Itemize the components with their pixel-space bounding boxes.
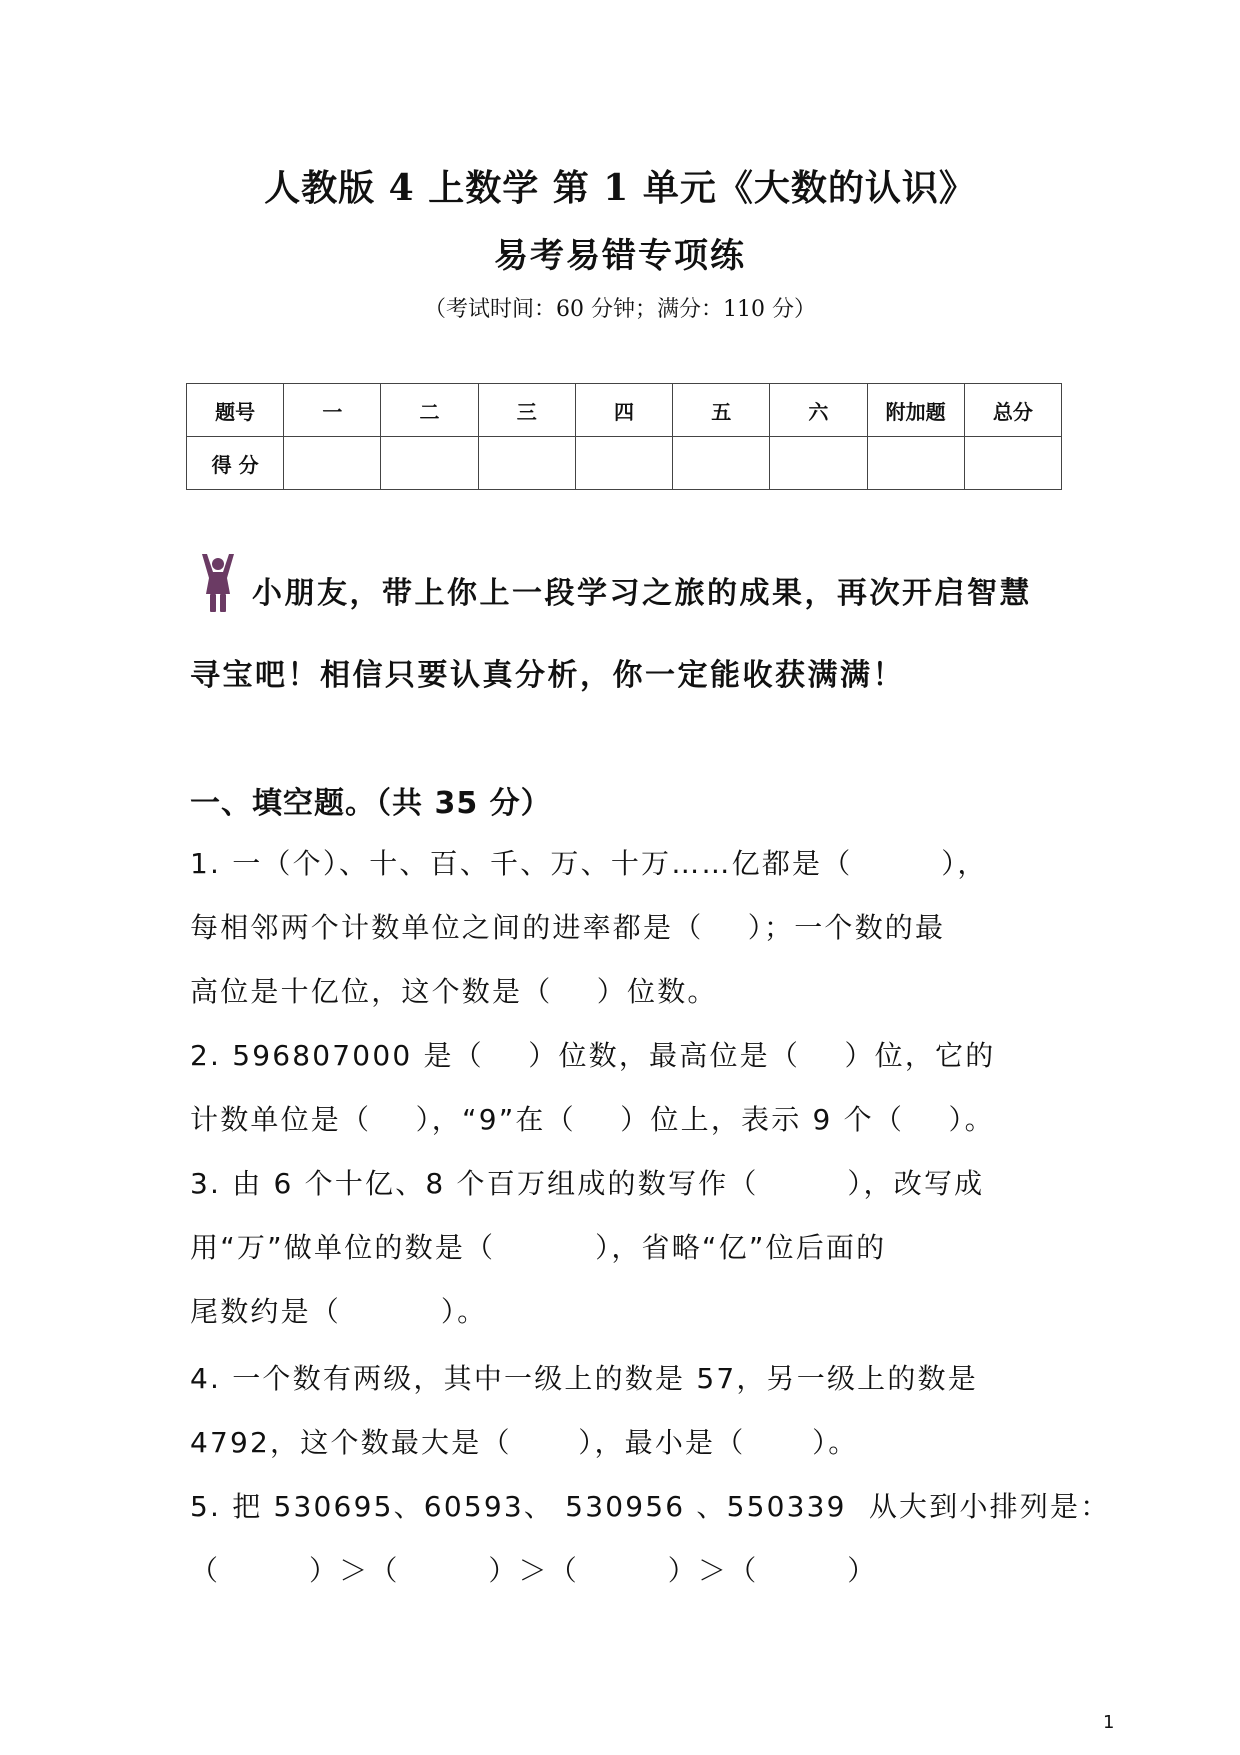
score-header-cell: 三 — [478, 384, 575, 437]
score-header-cell: 一 — [284, 384, 381, 437]
score-table-score-row — [187, 437, 1062, 490]
score-header-cell: 五 — [673, 384, 770, 437]
question-line: 4. 一个数有两级，其中一级上的数是 57，另一级上的数是 — [190, 1362, 978, 1395]
question-line: 用“万”做单位的数是（ ），省略“亿”位后面的 — [190, 1231, 887, 1264]
score-cell — [381, 437, 478, 490]
intro-line-2: 寻宝吧！相信只要认真分析，你一定能收获满满！ — [190, 658, 905, 693]
page-number: 1 — [1103, 1712, 1115, 1733]
score-cell — [964, 437, 1061, 490]
score-cell — [575, 437, 672, 490]
page-subtitle: 易考易错专项练 — [494, 236, 746, 276]
question-line: 4792，这个数最大是（ ），最小是（ ）。 — [190, 1426, 859, 1459]
score-cell — [478, 437, 575, 490]
score-header-cell: 四 — [575, 384, 672, 437]
section-title-fill-blank: 一、填空题。（共 35 分） — [190, 786, 552, 821]
question-line: 每相邻两个计数单位之间的进率都是（ ）；一个数的最 — [190, 911, 946, 944]
score-header-cell: 附加题 — [867, 384, 964, 437]
exam-info: （考试时间：60 分钟；满分：110 分） — [424, 297, 816, 322]
question-line: 高位是十亿位，这个数是（ ）位数。 — [190, 975, 718, 1008]
score-cell — [284, 437, 381, 490]
score-header-cell: 二 — [381, 384, 478, 437]
question-line: 尾数约是（ ）。 — [190, 1295, 488, 1328]
score-header-cell: 六 — [770, 384, 867, 437]
page-title: 人教版 4 上数学 第 1 单元《大数的认识》 — [264, 167, 976, 209]
score-table — [186, 383, 1062, 490]
question-line: 计数单位是（ ），“9”在（ ）位上，表示 9 个（ ）。 — [190, 1103, 995, 1136]
score-row-label: 得 分 — [187, 437, 284, 490]
score-cell — [867, 437, 964, 490]
question-line: 2. 596807000 是（ ）位数，最高位是（ ）位，它的 — [190, 1039, 996, 1072]
intro-paragraph — [190, 548, 1070, 618]
question-line: 3. 由 6 个十亿、8 个百万组成的数写作（ ），改写成 — [190, 1167, 985, 1200]
score-header-cell: 总分 — [964, 384, 1061, 437]
score-cell — [673, 437, 770, 490]
score-table-header-row — [187, 384, 1062, 437]
question-line: （ ）＞（ ）＞（ ）＞（ ） — [190, 1554, 878, 1587]
question-line: 5. 把 530695、60593、 530956 、550339 从大到小排列是： — [190, 1490, 1111, 1523]
person-cheering-icon — [198, 552, 238, 614]
score-header-cell: 题号 — [187, 384, 284, 437]
question-line: 1. 一（个）、十、百、千、万、十万……亿都是（ ）， — [190, 847, 988, 880]
score-cell — [770, 437, 867, 490]
intro-line-1: 小朋友，带上你上一段学习之旅的成果，再次开启智慧 — [252, 576, 1032, 611]
